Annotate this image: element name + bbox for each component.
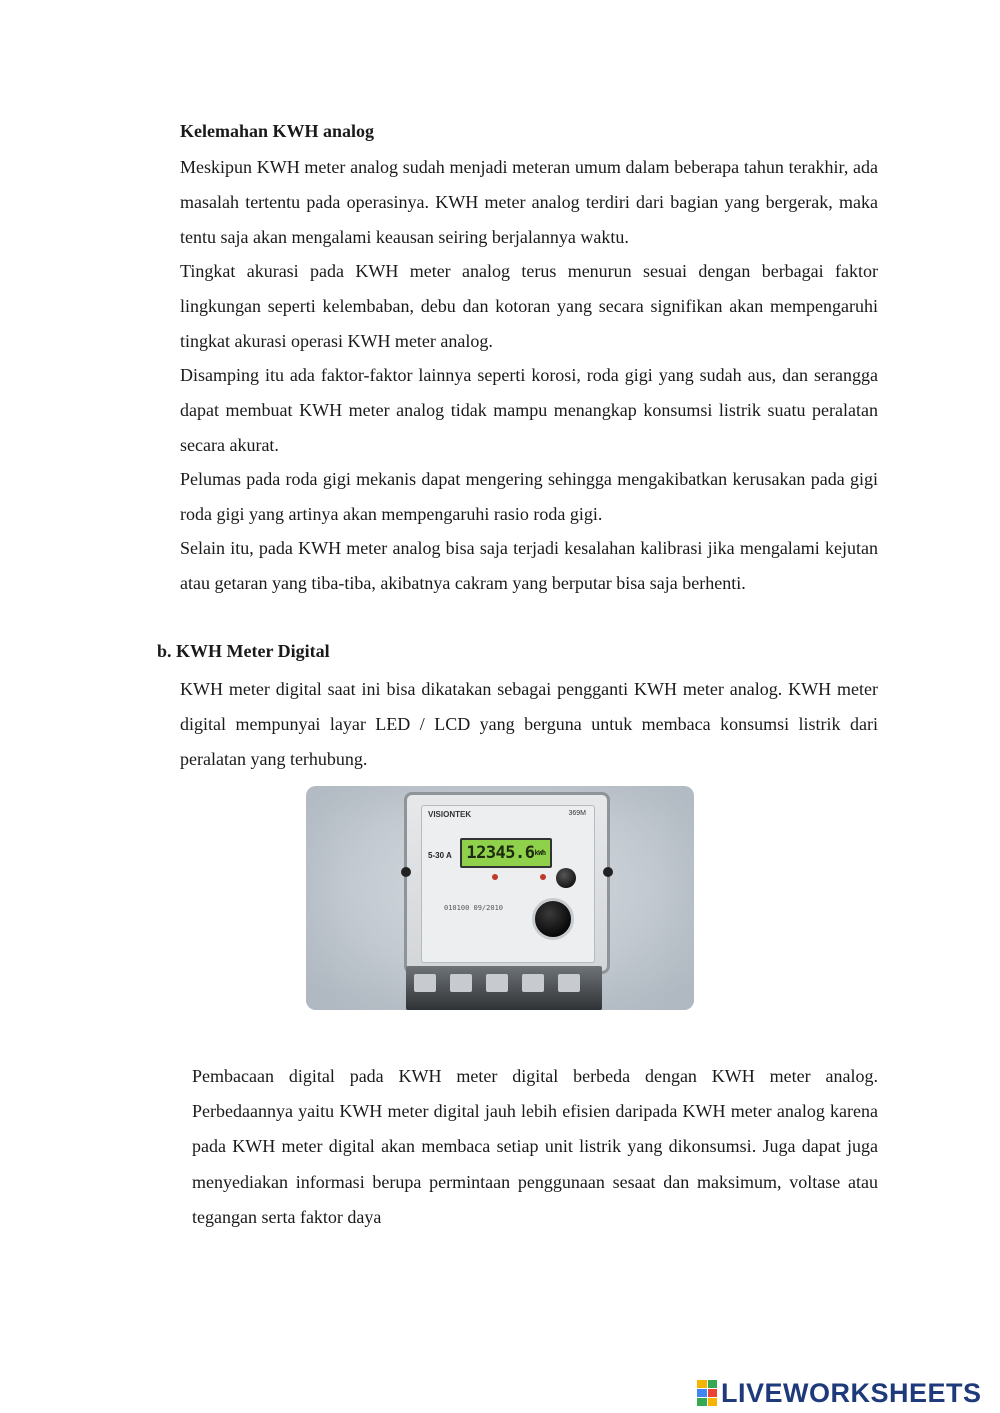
terminal-slot xyxy=(558,974,580,992)
terminal-slot xyxy=(450,974,472,992)
digital-kwh-meter-photo xyxy=(306,786,694,1010)
meter-terminal-block xyxy=(406,966,602,1010)
meter-reading-unit: kWh xyxy=(534,849,546,857)
meter-face xyxy=(421,805,595,963)
paragraph-digital-body: Pembacaan digital pada KWH meter digital berbeda dengan KWH meter analog. Perbedaannya yaitu KWH meter digital jauh lebih efisien daripada KWH meter analog karena pada KWH meter digital akan membaca setiap unit listrik yang dikonsumsi. Juga dapat juga menyediakan informasi berupa permintaan penggunaan sesaat dan maksimum, voltase atau tegangan serta faktor daya xyxy=(192,1066,878,1227)
paragraph-analog-4: Pelumas pada roda gigi mekanis dapat mengering sehingga mengakibatkan kerusakan pada gigi roda gigi yang artinya akan mempengaruhi rasio roda gigi. xyxy=(180,469,878,524)
indicator-led-icon xyxy=(540,874,546,880)
terminal-slot xyxy=(522,974,544,992)
meter-lcd-display xyxy=(460,838,552,868)
liveworksheets-logo-icon xyxy=(697,1380,717,1406)
meter-current-rating: 5-30 A xyxy=(428,851,452,860)
section-heading-analog-weakness: Kelemahan KWH analog xyxy=(180,121,375,141)
paragraph-analog-2: Tingkat akurasi pada KWH meter analog terus menurun sesuai dengan berbagai faktor lingkungan seperti kelembaban, debu dan kotoran yang secara signifikan akan mempengaruhi tingkat akurasi operasi KWH meter analog. xyxy=(180,261,878,351)
meter-push-button xyxy=(556,868,576,888)
section-heading-digital-meter: b. KWH Meter Digital xyxy=(157,641,330,661)
meter-housing xyxy=(404,792,610,974)
meter-brand: VISIONTEK xyxy=(428,810,472,819)
meter-serial: 010100 09/2010 xyxy=(444,904,504,912)
paragraph-analog-1: Meskipun KWH meter analog sudah menjadi meteran umum dalam beberapa tahun terakhir, ada masalah tertentu pada operasinya. KWH meter analog terdiri dari bagian yang bergerak, maka tentu saja akan mengalami keausan seiring berjalannya waktu. xyxy=(180,157,878,247)
terminal-slot xyxy=(414,974,436,992)
paragraph-analog-3: Disamping itu ada faktor-faktor lainnya seperti korosi, roda gigi yang sudah aus, dan serangga dapat membuat KWH meter analog tidak mampu menangkap konsumsi listrik suatu peralatan secara akurat. xyxy=(180,365,878,455)
paragraph-digital-intro: KWH meter digital saat ini bisa dikatakan sebagai pengganti KWH meter analog. KWH meter digital mempunyai layar LED / LCD yang berguna untuk membaca konsumsi listrik dari peralatan yang terhubung. xyxy=(180,679,878,769)
screw-icon xyxy=(603,867,613,877)
indicator-led-icon xyxy=(492,874,498,880)
liveworksheets-logo-text: LIVEWORKSHEETS xyxy=(721,1377,982,1408)
terminal-slot xyxy=(486,974,508,992)
screw-icon xyxy=(401,867,411,877)
optical-port-icon xyxy=(532,898,574,940)
meter-model: 369M xyxy=(568,810,586,817)
liveworksheets-logo xyxy=(697,1378,982,1408)
paragraph-analog-5: Selain itu, pada KWH meter analog bisa saja terjadi kesalahan kalibrasi jika mengalami kejutan atau getaran yang tiba-tiba, akibatnya cakram yang berputar bisa saja berhenti. xyxy=(180,538,878,593)
meter-reading: 12345.6 xyxy=(466,843,535,863)
